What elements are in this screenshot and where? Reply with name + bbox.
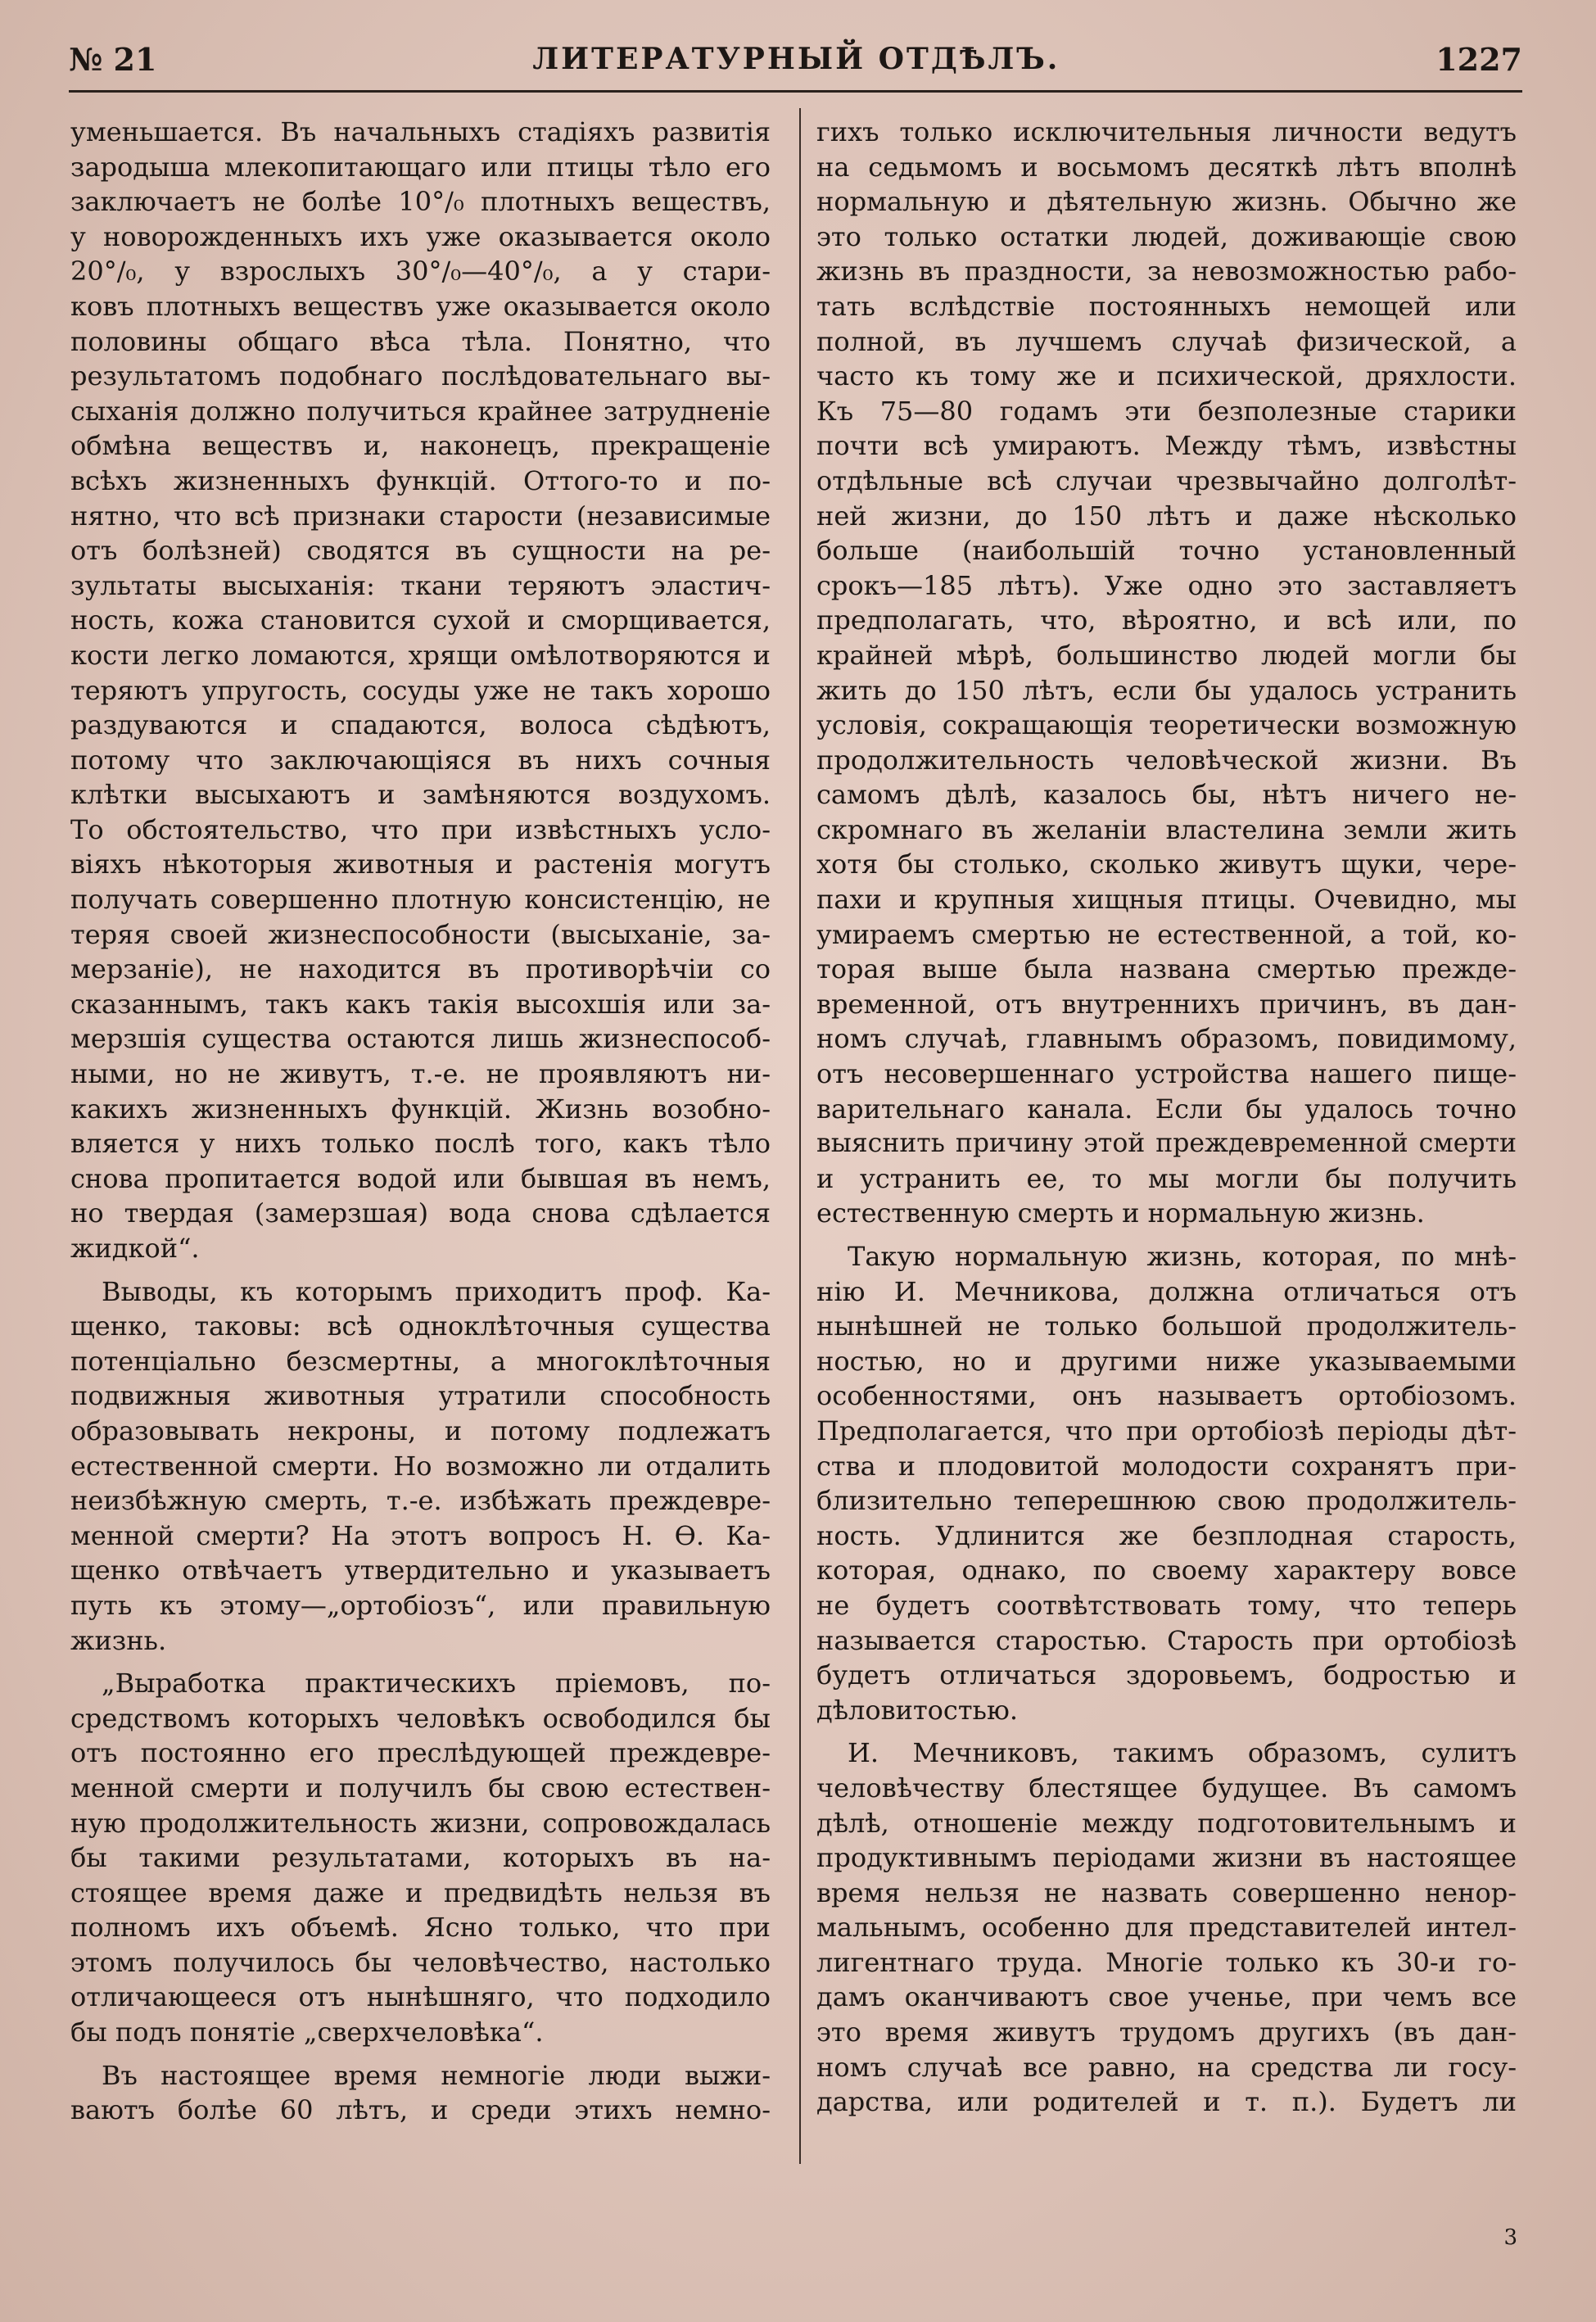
text-line: нормальную и дѣятельную жизнь. Обычно же — [816, 186, 1517, 218]
text-line: полной, въ лучшемъ случаѣ физической, а — [816, 325, 1517, 357]
text-line: потому что заключающіяся въ нихъ сочныя — [70, 744, 771, 776]
text-line: предполагать, что, вѣроятно, и всѣ или, по — [816, 604, 1517, 636]
text-line: варительнаго канала. Если бы удалось точно — [816, 1093, 1517, 1125]
text-line: получать совершенно плотную консистенцію, не — [70, 884, 771, 916]
text-line: хотя бы столько, сколько живутъ щуки, чере- — [816, 849, 1517, 880]
issue-number: № 21 — [69, 40, 157, 78]
page-number: 1227 — [1435, 40, 1522, 78]
text-line: естественную смерть и нормальную жизнь. — [816, 1197, 1425, 1229]
text-line: Такую нормальную жизнь, которая, по мнѣ- — [848, 1241, 1517, 1272]
text-line: раздуваются и спадаются, волоса сѣдѣютъ, — [70, 709, 771, 741]
text-line: зародыша млекопитающаго или птицы тѣло его — [70, 151, 771, 183]
text-line: нятно, что всѣ признаки старости (независимые — [70, 500, 771, 532]
text-line: путь къ этому—„ортобіозъ“, или правильную — [70, 1589, 771, 1621]
text-line: ность, кожа становится сухой и сморщивается, — [70, 604, 771, 636]
text-line: дарства, или родителей и т. п.). Будетъ ли — [816, 2086, 1517, 2118]
text-line: скромнаго въ желаніи властелина земли жить — [816, 813, 1517, 845]
text-line: почти всѣ умираютъ. Между тѣмъ, извѣстны — [816, 430, 1517, 462]
text-line: ными, но не живутъ, т.-е. не проявляютъ ни- — [70, 1058, 771, 1090]
text-line: крайней мѣрѣ, большинство людей могли бы — [816, 639, 1517, 671]
text-line: лигентнаго труда. Многіе только къ 30-и го- — [816, 1946, 1517, 1978]
text-line: продуктивнымъ періодами жизни въ настоящее — [816, 1842, 1517, 1874]
text-line: теряютъ упругость, сосуды уже не такъ хорошо — [70, 674, 771, 706]
text-line: теряя своей жизнеспособности (высыханіе, за- — [70, 918, 771, 950]
text-line: называется старостью. Старость при ортобіозѣ — [816, 1624, 1517, 1656]
text-line: половины общаго вѣса тѣла. Понятно, что — [70, 325, 771, 357]
text-line: срокъ—185 лѣтъ). Уже одно это заставляетъ — [816, 569, 1517, 601]
text-line: и устранить ее, то мы могли бы получить — [816, 1162, 1517, 1194]
text-line: гихъ только исключительныя личности ведутъ — [816, 116, 1517, 147]
text-line: стоящее время даже и предвидѣть нельзя въ — [70, 1876, 771, 1908]
signature-mark: 3 — [1503, 2225, 1517, 2250]
text-line: отъ болѣзней) сводятся въ сущности на ре- — [70, 535, 771, 567]
text-line: ваютъ болѣе 60 лѣтъ, и среди этихъ немно- — [70, 2094, 771, 2126]
text-line: „Выработка практическихъ пріемовъ, по- — [102, 1668, 771, 1700]
text-line: вляется у нихъ только послѣ того, какъ тѣло — [70, 1128, 771, 1160]
text-line: Въ настоящее время немногіе люди выжи- — [102, 2059, 771, 2091]
text-line: номъ случаѣ, главнымъ образомъ, повидимому, — [816, 1023, 1517, 1055]
text-line: которая, однако, по своему характеру вовсе — [816, 1555, 1517, 1586]
text-line: менной смерти? На этотъ вопросъ Н. Ѳ. Ка- — [70, 1519, 771, 1551]
text-line: часто къ тому же и психической, дряхлости. — [816, 360, 1517, 392]
page-header — [69, 34, 1522, 84]
text-line: обмѣна веществъ и, наконецъ, прекращеніе — [70, 430, 771, 462]
text-line: выяснить причину этой преждевременной смерти — [816, 1129, 1517, 1159]
text-line: не будетъ соотвѣтствовать тому, что теперь — [816, 1589, 1517, 1621]
text-line: жить до 150 лѣтъ, если бы удалось устранить — [816, 674, 1517, 706]
text-line: ность. Удлинится же безплодная старость, — [816, 1519, 1517, 1551]
text-line: ней жизни, до 150 лѣтъ и даже нѣсколько — [816, 500, 1517, 532]
column-divider — [799, 108, 801, 2164]
text-line: ковъ плотныхъ веществъ уже оказывается около — [70, 290, 771, 322]
text-line: заключаетъ не болѣе 10°/₀ плотныхъ веществъ, — [70, 186, 771, 218]
text-line: мальнымъ, особенно для представителей интел- — [816, 1912, 1517, 1944]
text-line: умираемъ смертью не естественной, а той, ко- — [816, 918, 1517, 950]
text-line: человѣчеству блестящее будущее. Въ самомъ — [816, 1772, 1517, 1804]
text-line: щенко отвѣчаетъ утвердительно и указываетъ — [70, 1555, 771, 1586]
text-line: мерзаніе), не находится въ противорѣчіи со — [70, 953, 771, 985]
section-title: ЛИТЕРАТУРНЫЙ ОТДѢЛЪ. — [532, 42, 1060, 76]
text-line: жизнь въ праздности, за невозможностью рабо- — [816, 256, 1517, 287]
text-line: на седьмомъ и восьмомъ десяткѣ лѣтъ вполнѣ — [816, 151, 1517, 183]
text-line: И. Мечниковъ, такимъ образомъ, сулитъ — [848, 1737, 1517, 1769]
text-line: зультаты высыханія: ткани теряютъ эластич- — [70, 569, 771, 601]
text-line: жизнь. — [70, 1624, 167, 1656]
text-line: у новорожденныхъ ихъ уже оказывается около — [70, 220, 771, 252]
text-line: торая выше была названа смертью прежде- — [816, 953, 1517, 985]
text-line: ства и плодовитой молодости сохранятъ при- — [816, 1450, 1517, 1482]
text-line: жидкой“. — [70, 1233, 200, 1264]
text-line: отличающееся отъ нынѣшняго, что подходило — [70, 1981, 771, 2013]
text-line: дѣлѣ, отношеніе между подготовительнымъ и — [816, 1807, 1517, 1839]
text-line: кости легко ломаются, хрящи омѣлотворяются и — [70, 639, 771, 671]
text-line: пахи и крупныя хищныя птицы. Очевидно, мы — [816, 884, 1517, 916]
text-line: бы такими результатами, которыхъ въ на- — [70, 1842, 771, 1874]
text-line: продолжительность человѣческой жизни. Въ — [816, 744, 1517, 776]
right-column — [816, 115, 1517, 2187]
text-line: снова пропитается водой или бывшая въ немъ, — [70, 1162, 771, 1194]
text-line: номъ случаѣ все равно, на средства ли госу- — [816, 2051, 1517, 2083]
text-line: самомъ дѣлѣ, казалось бы, нѣтъ ничего не- — [816, 779, 1517, 811]
text-line: щенко, таковы: всѣ одноклѣточныя существа — [70, 1310, 771, 1342]
text-line: менной смерти и получилъ бы свою естествен- — [70, 1772, 771, 1804]
text-line: подвижныя животныя утратили способность — [70, 1380, 771, 1412]
text-line: мерзшія существа остаются лишь жизнеспособ- — [70, 1023, 771, 1055]
text-line: особенностями, онъ называетъ ортобіозомъ. — [816, 1380, 1517, 1412]
text-line: сказаннымъ, такъ какъ такія высохшія или за- — [70, 988, 771, 1020]
text-line: этомъ получилось бы человѣчество, настолько — [70, 1946, 771, 1978]
text-line: ную продолжительность жизни, сопровождалась — [70, 1807, 771, 1839]
text-line: результатомъ подобнаго послѣдовательнаго вы- — [70, 360, 771, 392]
header-rule — [69, 90, 1522, 93]
text-line: всѣхъ жизненныхъ функцій. Оттого-то и по- — [70, 464, 771, 496]
text-line: отъ несовершеннаго устройства нашего пище- — [816, 1058, 1517, 1090]
left-column — [70, 115, 771, 2187]
text-line: віяхъ нѣкоторыя животныя и растенія могутъ — [70, 849, 771, 880]
text-line: образовывать некроны, и потому подлежатъ — [70, 1414, 771, 1446]
text-line: отдѣльные всѣ случаи чрезвычайно долголѣт- — [816, 464, 1517, 496]
text-line: 20°/₀, у взрослыхъ 30°/₀—40°/₀, а у стари- — [70, 256, 771, 287]
text-line: потенціально безсмертны, а многоклѣточныя — [70, 1345, 771, 1377]
text-line: нынѣшней не только большой продолжитель- — [816, 1310, 1517, 1342]
text-line: будетъ отличаться здоровьемъ, бодростью и — [816, 1659, 1517, 1691]
text-line: То обстоятельство, что при извѣстныхъ усло- — [70, 813, 771, 845]
text-line: отъ постоянно его преслѣдующей преждевре- — [70, 1737, 771, 1769]
text-line: условія, сокращающія теоретически возможную — [816, 709, 1517, 741]
text-line: это время живутъ трудомъ другихъ (въ дан- — [816, 2016, 1517, 2048]
text-line: Къ 75—80 годамъ эти безполезные старики — [816, 395, 1517, 427]
text-line: нію И. Мечникова, должна отличаться отъ — [816, 1275, 1517, 1307]
text-line: больше (наибольшій точно установленный — [816, 535, 1517, 567]
text-line: время нельзя не назвать совершенно ненор- — [816, 1876, 1517, 1908]
text-line: Выводы, къ которымъ приходитъ проф. Ка- — [102, 1275, 771, 1307]
text-line: но твердая (замерзшая) вода снова сдѣлается — [70, 1197, 771, 1229]
text-line: близительно теперешнюю свою продолжитель- — [816, 1485, 1517, 1517]
text-line: уменьшается. Въ начальныхъ стадіяхъ развитія — [70, 116, 771, 147]
text-line: клѣтки высыхаютъ и замѣняются воздухомъ. — [70, 779, 771, 811]
text-line: неизбѣжную смерть, т.-е. избѣжать преждевре- — [70, 1485, 771, 1517]
text-line: ностью, но и другими ниже указываемыми — [816, 1345, 1517, 1377]
text-line: временной, отъ внутреннихъ причинъ, въ дан- — [816, 988, 1517, 1020]
text-line: сыханія должно получиться крайнее затрудненіе — [70, 395, 771, 427]
text-line: полномъ ихъ объемѣ. Ясно только, что при — [70, 1912, 771, 1944]
text-line: это только остатки людей, доживающіе свою — [816, 220, 1517, 252]
text-line: Предполагается, что при ортобіозѣ періоды дѣт- — [816, 1414, 1517, 1446]
text-line: какихъ жизненныхъ функцій. Жизнь возобно- — [70, 1093, 771, 1125]
text-line: дѣловитостью. — [816, 1694, 1018, 1726]
text-line: тать вслѣдствіе постоянныхъ немощей или — [816, 290, 1517, 322]
text-line: дамъ оканчиваютъ свое ученье, при чемъ все — [816, 1981, 1517, 2013]
text-line: естественной смерти. Но возможно ли отдалить — [70, 1450, 771, 1482]
text-line: бы подъ понятіе „сверхчеловѣка“. — [70, 2016, 544, 2048]
text-line: средствомъ которыхъ человѣкъ освободился бы — [70, 1702, 771, 1734]
